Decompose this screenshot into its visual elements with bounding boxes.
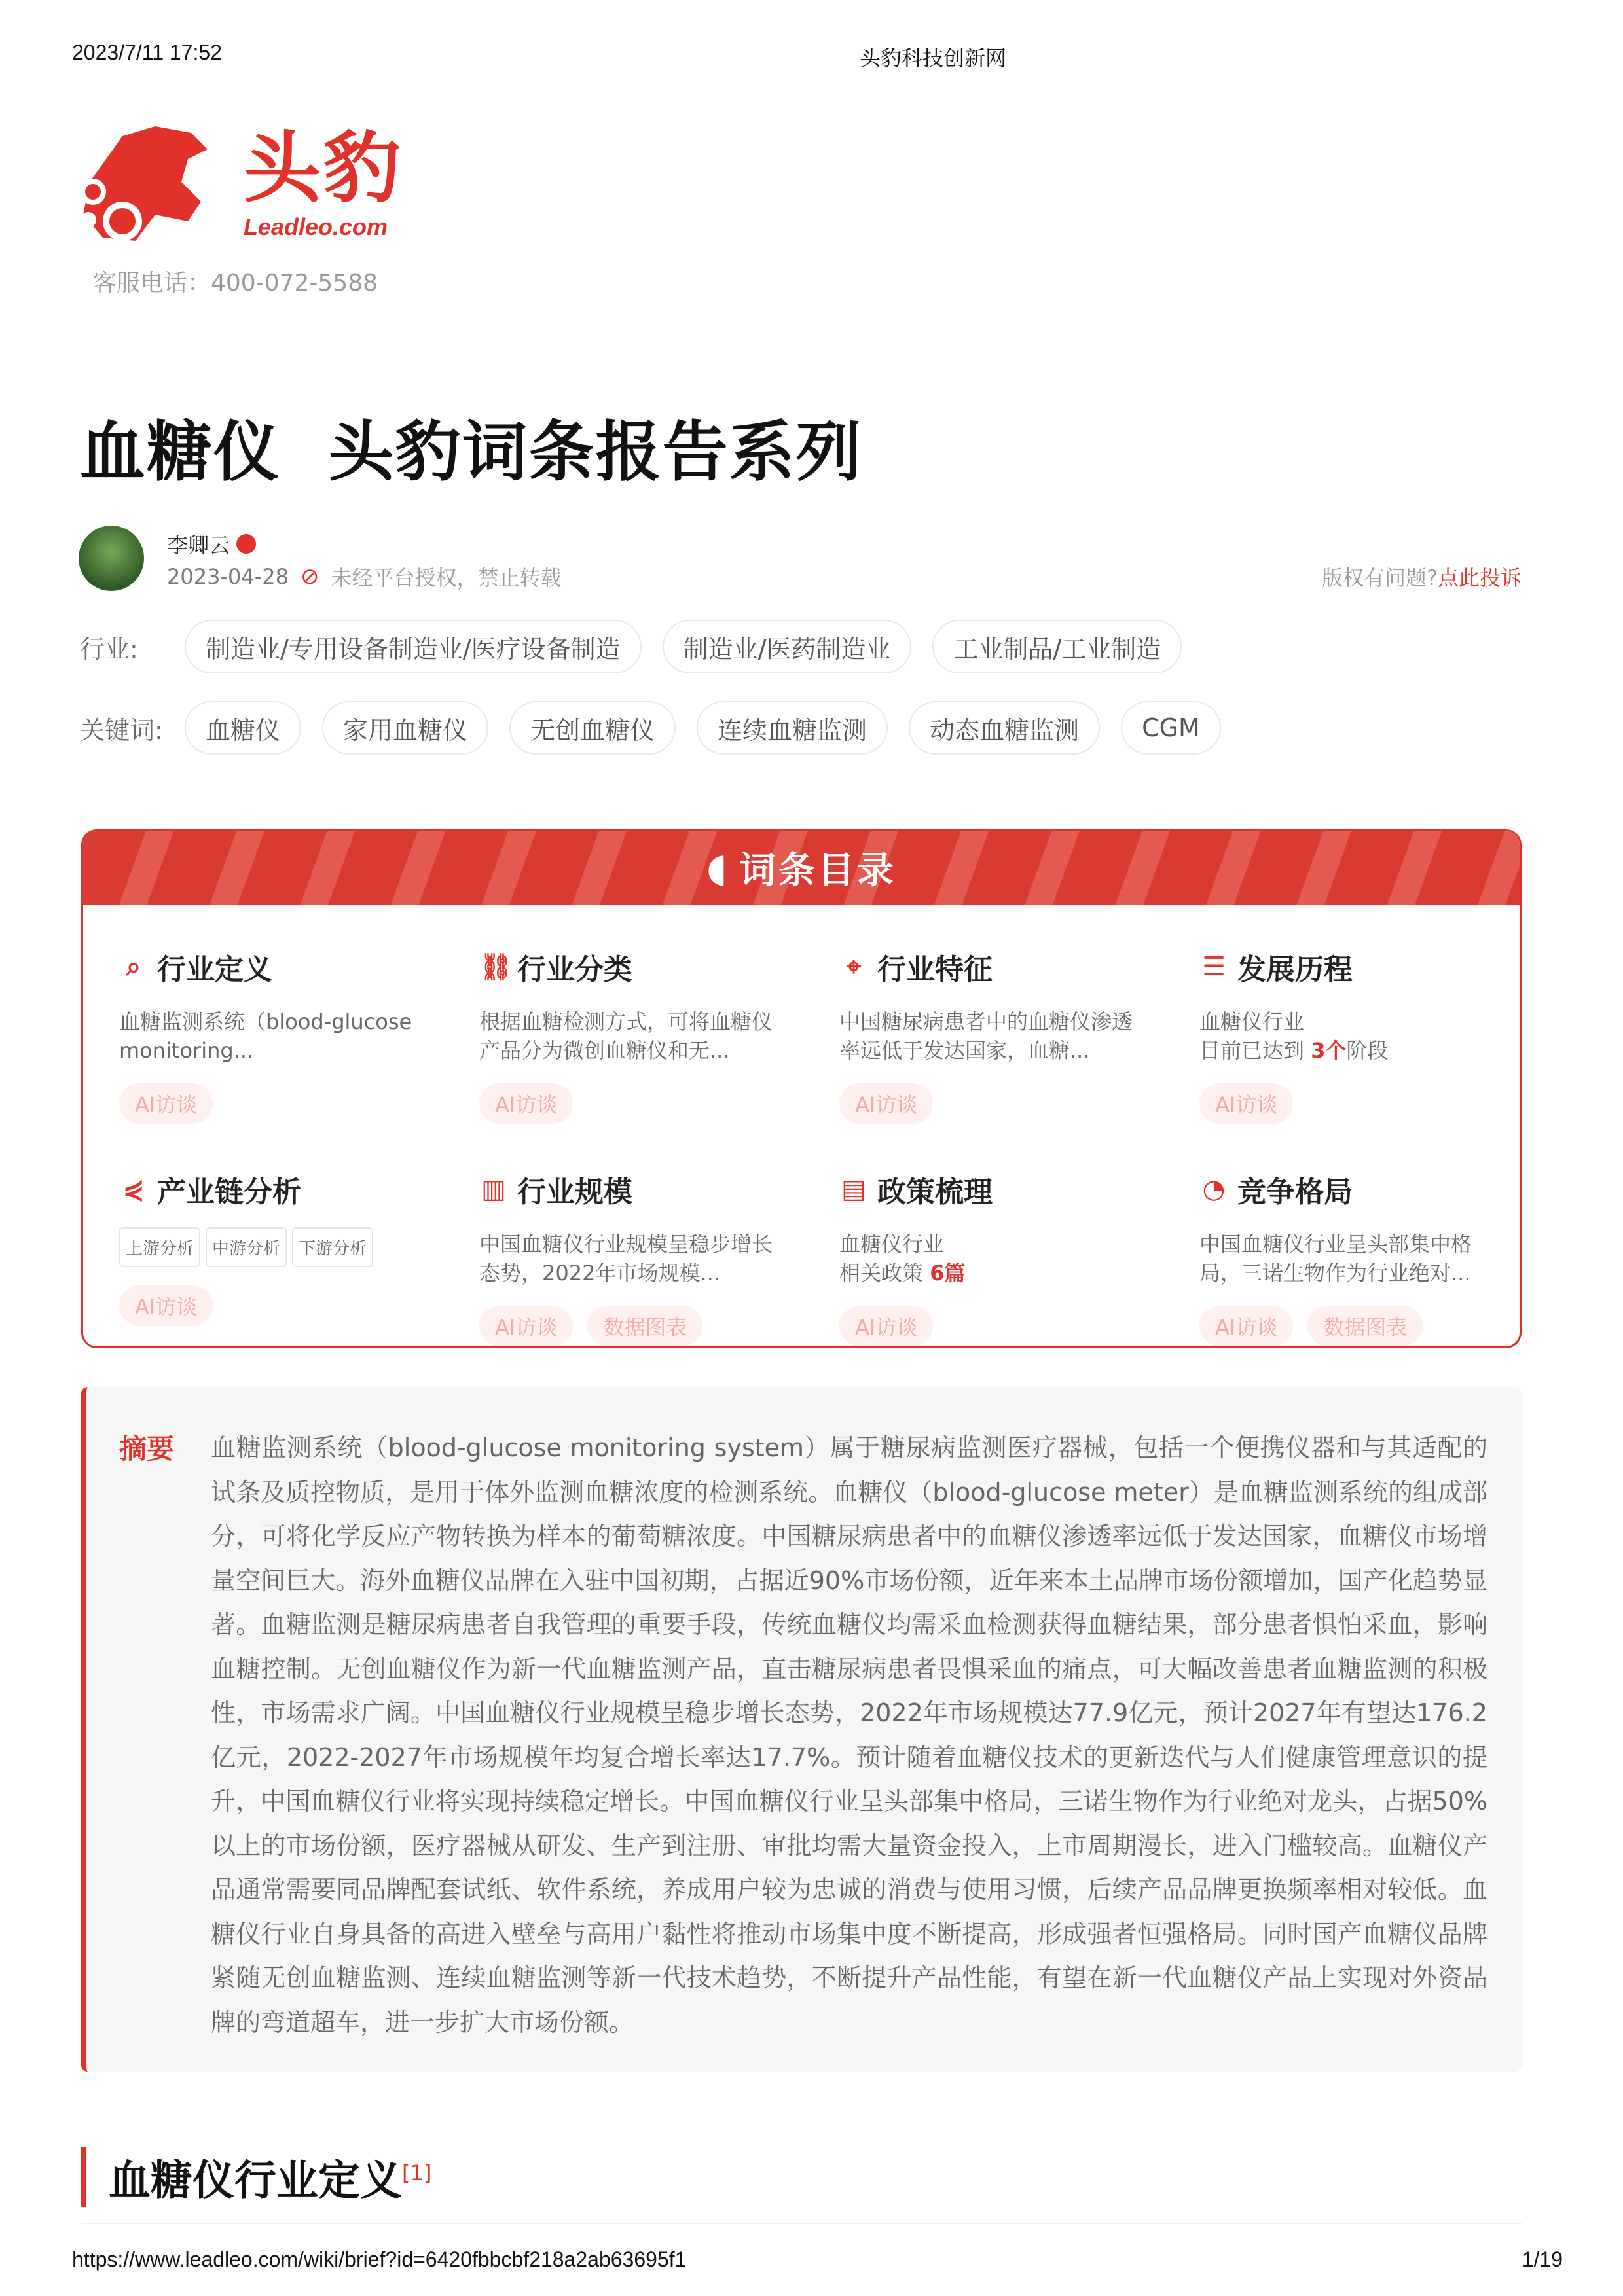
toc-item-title: 行业分类: [517, 953, 632, 986]
keyword-tag[interactable]: 无创血糖仪: [509, 701, 676, 755]
reference-link[interactable]: [1]: [402, 2161, 432, 2185]
keyword-tag[interactable]: 连续血糖监测: [697, 701, 888, 755]
bar-chart-icon: ▥: [481, 1174, 506, 1204]
toc-item-desc: 血糖仪行业 目前已达到 3个阶段: [1199, 1009, 1389, 1063]
keyword-tag[interactable]: 动态血糖监测: [909, 701, 1100, 755]
ai-interview-button[interactable]: AI访谈: [1199, 1083, 1293, 1124]
no-repost-icon: ⊘: [300, 564, 319, 590]
keyword-tag[interactable]: 家用血糖仪: [322, 701, 488, 755]
toc-item-desc: 根据血糖检测方式，可将血糖仪产品分为微创血糖仪和无...: [479, 1009, 773, 1063]
toc-item-title: 发展历程: [1237, 953, 1353, 986]
author-avatar[interactable]: [79, 526, 144, 591]
keywords-row: [80, 701, 1221, 755]
toc-item-title: 竞争格局: [1237, 1175, 1353, 1209]
toc-item-desc: 中国血糖仪行业呈头部集中格局，三诺生物作为行业绝对...: [1199, 1232, 1472, 1285]
hierarchy-icon: ⛓: [479, 952, 513, 982]
ai-interview-button[interactable]: AI访谈: [119, 1285, 213, 1326]
toc-item-title: 产业链分析: [157, 1175, 301, 1209]
ai-interview-button[interactable]: AI访谈: [839, 1083, 933, 1124]
ai-interview-button[interactable]: AI访谈: [1199, 1306, 1293, 1346]
logo-url[interactable]: Leadleo.com: [244, 213, 388, 240]
toc-item-title: 行业定义: [157, 953, 272, 986]
toc-item-title: 政策梳理: [877, 1175, 993, 1209]
toc-title: 词条目录: [739, 850, 896, 892]
toc-item-title: 行业规模: [517, 1175, 632, 1209]
publish-date: 2023-04-28: [167, 564, 289, 589]
pie-chart-icon: ◔: [1202, 1174, 1226, 1204]
industry-tag[interactable]: 工业制品/工业制造: [932, 620, 1182, 673]
repost-notice: 未经平台授权，禁止转载: [331, 565, 562, 590]
ai-interview-button[interactable]: AI访谈: [119, 1083, 213, 1124]
toc-panel: [81, 829, 1522, 1348]
toc-item-desc: 血糖仪行业 相关政策 6篇: [839, 1232, 966, 1285]
summary-box: [81, 1387, 1522, 2072]
toc-item-competition[interactable]: [1199, 1168, 1507, 1346]
industry-tag[interactable]: 制造业/医药制造业: [663, 620, 912, 673]
verified-badge-icon: [236, 534, 256, 554]
divider: [81, 2223, 1522, 2224]
timeline-icon: ☰: [1202, 952, 1226, 982]
service-phone: 客服电话：400-072-5588: [93, 270, 378, 296]
logo-text: 头豹: [244, 123, 404, 213]
leopard-logo-icon: [77, 123, 208, 247]
data-chart-button[interactable]: 数据图表: [1307, 1306, 1423, 1346]
chain-icon: ⋞: [122, 1174, 145, 1204]
page-number: 1/19: [1522, 2248, 1563, 2271]
toc-item-scale[interactable]: [479, 1168, 787, 1346]
toc-item-definition[interactable]: [119, 946, 427, 1124]
toc-item-title: 行业特征: [877, 953, 993, 986]
summary-label: 摘要: [119, 1433, 175, 1465]
page-title: 血糖仪 头豹词条报告系列: [80, 414, 863, 490]
industry-tag[interactable]: 制造业/专用设备制造业/医疗设备制造: [185, 620, 642, 673]
midstream-button[interactable]: 中游分析: [206, 1227, 287, 1267]
author-name[interactable]: 李卿云: [167, 533, 230, 558]
industry-label: 行业:: [80, 634, 138, 664]
complain-link[interactable]: 点此投诉: [1437, 565, 1522, 590]
toc-item-classification[interactable]: [479, 946, 787, 1124]
print-datetime: 2023/7/11 17:52: [72, 41, 222, 64]
summary-text: 血糖监测系统（blood-glucose monitoring system）属于糖尿病监测医疗器械，包括一个便携仪器和与其适配的试条及质控物质，是用于体外监测血糖浓度的检测系统。血糖仪（blood-glucose meter）是血糖监测系统的组成部分，可将化学反应产物转换为样本的葡萄糖浓度。中国糖尿病患者中的血糖仪渗透率远低于发达国家，血糖仪市场增量空间巨大。海外血糖仪品牌在入驻中国初期，占据近90%市场份额，近年来本土品牌市场份额增加，国产化趋势显著。血糖监测是糖尿病患者自我管理的重要手段，传统血糖仪均需采血检测获得血糖结果，部分患者惧怕采血，影响血糖控制。无创血糖仪作为新一代血糖监测产品，直击糖尿病患者畏惧采血的痛点，可大幅改善患者血糖监测的积极性，市场需求广阔。中国血糖仪行业规模呈稳步增长态势，2022年市场规模达77.9亿元，预计2027年有望达176.2亿元，2022-2027年市场规模年均复合增长率达17.7%。预计随着血糖仪技术的更新迭代与人们健康管理意识的提升，中国血糖仪行业将实现持续稳定增长。中国血糖仪行业呈头部集中格局，三诺生物作为行业绝对龙头，占据50%以上的市场份额，医疗器械从研发、生产到注册、审批均需大量资金投入，上市周期漫长，进入门槛较高。血糖仪产品通常需要同品牌配套试纸、软件系统，养成用户较为忠诚的消费与使用习惯，后续产品品牌更换频率相对较低。血糖仪行业自身具备的高进入壁垒与高用户黏性将推动市场集中度不断提高，形成强者恒强格局。同时国产血糖仪品牌紧随无创血糖监测、连续血糖监测等新一代技术趋势，不断提升产品性能，有望在新一代血糖仪产品上实现对外资品牌的弯道超车，进一步扩大市场份额。: [211, 1433, 1487, 2037]
toc-item-chain[interactable]: [119, 1168, 427, 1326]
keyword-tag[interactable]: 血糖仪: [185, 701, 301, 755]
crosshair-icon: ⌖: [846, 952, 862, 982]
ai-interview-button[interactable]: AI访谈: [479, 1083, 573, 1124]
upstream-button[interactable]: 上游分析: [119, 1227, 200, 1267]
copyright-question: 版权有问题?: [1321, 565, 1438, 590]
leopard-icon: ◖: [706, 845, 727, 891]
keywords-label: 关键词:: [80, 715, 163, 745]
toc-item-desc: 中国糖尿病患者中的血糖仪渗透率远低于发达国家，血糖...: [839, 1009, 1133, 1063]
data-chart-button[interactable]: 数据图表: [587, 1306, 702, 1346]
toc-item-desc: 中国血糖仪行业规模呈稳步增长态势，2022年市场规模...: [479, 1232, 773, 1285]
toc-item-desc: 血糖监测系统（blood-glucose monitoring...: [119, 1009, 412, 1063]
scan-search-icon: ⌕: [126, 952, 141, 982]
toc-item-features[interactable]: [839, 946, 1147, 1124]
footer-url: https://www.leadleo.com/wiki/brief?id=6420fbbcbf218a2ab63695f1: [72, 2248, 687, 2271]
industry-row: [80, 620, 1182, 673]
keyword-tag[interactable]: CGM: [1121, 701, 1221, 755]
ai-interview-button[interactable]: AI访谈: [479, 1306, 573, 1346]
toc-item-policy[interactable]: [839, 1168, 1147, 1346]
ai-interview-button[interactable]: AI访谈: [839, 1306, 933, 1346]
toc-item-history[interactable]: [1199, 946, 1507, 1124]
print-site-title: 头豹科技创新网: [860, 46, 1007, 70]
toc-header: [83, 831, 1520, 905]
document-icon: ▤: [841, 1174, 866, 1204]
downstream-button[interactable]: 下游分析: [292, 1227, 373, 1267]
section-heading: [81, 2147, 431, 2207]
section-title: 血糖仪行业定义: [109, 2157, 402, 2206]
